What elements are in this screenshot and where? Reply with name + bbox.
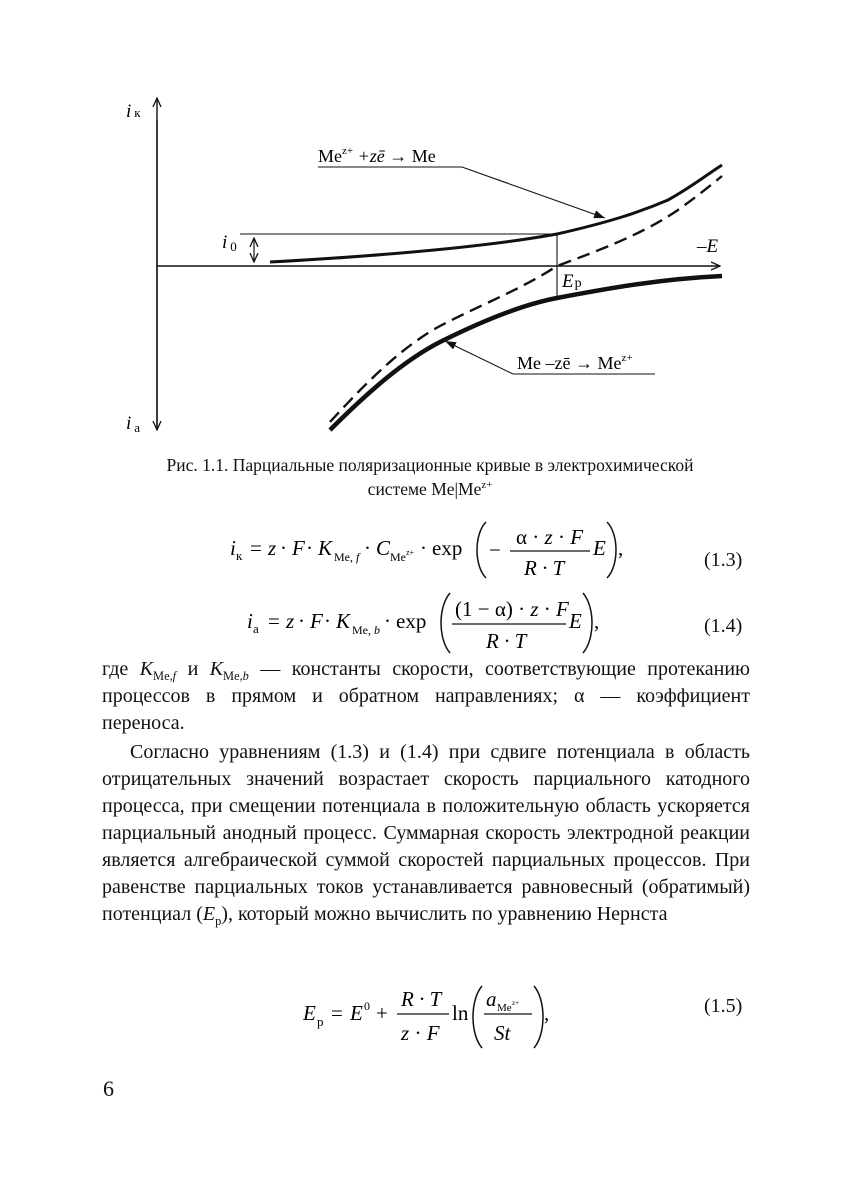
svg-text:F: F xyxy=(310,609,323,633)
svg-text:i: i xyxy=(247,609,253,633)
svg-text:z+: z+ xyxy=(512,999,520,1007)
svg-text:K: K xyxy=(336,609,351,633)
paragraph-nernst-intro: Согласно уравнениям (1.3) и (1.4) при сдвиге потенциала в область отрицательных значений возрастает скорость парциального катодного процесса, при смещении потенциала в положительную область ускоряется парциальный анодный процесс. Суммарная скорость электродной реакции является алгебраической суммой скоростей парциальных процессов. При равенстве парциальных токов устанавливается равновесный (обратимый) потенциал $(E_р)$, который можно вычислить по уравнению Нернста xyxy=(102,741,750,928)
svg-text:z · F: z · F xyxy=(401,1021,440,1045)
svg-text:,: , xyxy=(618,536,624,560)
svg-text:exp: exp xyxy=(432,536,463,560)
svg-text:·: · xyxy=(384,609,391,633)
svg-text:a: a xyxy=(486,987,497,1011)
svg-text:(1 − α) · z · F: (1 − α) · z · F xyxy=(455,597,569,621)
equation-number-1-5: (1.5) xyxy=(704,995,743,1017)
svg-text:C: C xyxy=(376,536,391,560)
svg-text:,: , xyxy=(594,609,600,633)
svg-text:R · T: R · T xyxy=(401,987,442,1011)
svg-text:р: р xyxy=(317,1014,324,1029)
cathodic-reaction: $Me^{z+}$ +zē → Me xyxy=(318,145,436,166)
equation-number-1-3: (1.3) xyxy=(704,549,743,571)
ik-label: i к xyxy=(126,101,141,122)
svg-text:F: F xyxy=(292,536,305,560)
svg-text:E: E xyxy=(569,609,582,633)
svg-text:+: + xyxy=(376,1001,388,1025)
svg-text:z: z xyxy=(268,536,277,560)
svg-text:E: E xyxy=(303,1001,316,1025)
svg-text:к: к xyxy=(236,548,243,563)
svg-text:·: · xyxy=(420,536,427,560)
total-curve xyxy=(330,176,722,422)
figure-caption: Рис. 1.1. Парциальные поляризационные кривые в электрохимической системе $Me|Me^{z+}$ xyxy=(166,455,694,499)
svg-text:f: f xyxy=(356,550,360,564)
svg-text:=: = xyxy=(268,609,280,633)
svg-text:·: · xyxy=(324,609,331,633)
anodic-reaction: Me –zē → $Me^{z+}$ xyxy=(517,352,633,373)
i0-label: i 0 xyxy=(222,232,237,254)
svg-text:z+: z+ xyxy=(406,548,415,557)
equation-1-5 xyxy=(0,980,857,1056)
svg-text:i: i xyxy=(230,536,236,560)
svg-text:−: − xyxy=(489,538,501,562)
svg-text:R · T: R · T xyxy=(486,629,527,653)
potential-label: –E xyxy=(697,236,719,257)
svg-text:0: 0 xyxy=(364,999,370,1013)
page-number: 6 xyxy=(103,1076,114,1101)
svg-text:exp: exp xyxy=(396,609,427,633)
svg-text:·: · xyxy=(364,536,371,560)
polarization-figure xyxy=(0,0,857,445)
svg-text:·: · xyxy=(306,536,313,560)
ia-label: i а xyxy=(126,413,141,435)
svg-text:α · z · F: α · z · F xyxy=(516,525,584,549)
svg-text:Me: Me xyxy=(497,1002,512,1014)
svg-text:ln: ln xyxy=(452,1001,469,1025)
svg-text:z: z xyxy=(286,609,295,633)
paragraph-constants: где $K_{Me,f}$ и $K_{Me,b}$ — константы скорости, соответствующие протеканию процессов в прямом и обратном направлениях; α — коэффициент переноса. xyxy=(102,658,751,734)
svg-text:Me,: Me, xyxy=(352,623,371,637)
svg-text:E: E xyxy=(350,1001,363,1025)
svg-text:K: K xyxy=(318,536,333,560)
ep-label: Eр xyxy=(562,271,582,292)
cathodic-leader xyxy=(318,167,605,218)
svg-text:R · T: R · T xyxy=(524,556,565,580)
svg-text:Me,: Me, xyxy=(334,550,353,564)
svg-text:,: , xyxy=(544,1001,550,1025)
svg-text:=: = xyxy=(331,1001,343,1025)
svg-text:=: = xyxy=(250,536,262,560)
svg-text:а: а xyxy=(253,621,259,636)
svg-text:·: · xyxy=(298,609,305,633)
svg-text:b: b xyxy=(374,623,380,637)
equation-number-1-4: (1.4) xyxy=(704,615,743,637)
svg-text:St: St xyxy=(494,1021,511,1045)
svg-text:·: · xyxy=(280,536,287,560)
svg-text:E: E xyxy=(593,536,606,560)
svg-text:Me: Me xyxy=(390,550,406,564)
